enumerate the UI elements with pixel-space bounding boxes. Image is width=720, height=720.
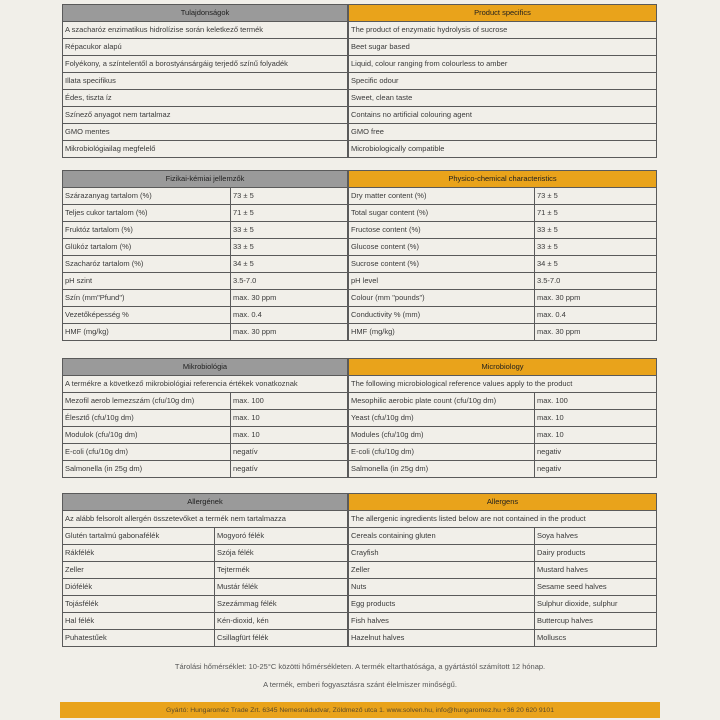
table-row [63,22,348,39]
micro-intro-hu: A termékre a következő mikrobiológiai referencia értékek vonatkoznak [63,376,348,393]
physchem-value-hu: max. 0.4 [231,307,348,324]
micro-label-en: Salmonella (in 25g dm) [349,461,535,478]
allergen-cell-en: Molluscs [535,630,657,647]
physchem-label-en: HMF (mg/kg) [349,324,535,341]
micro-value-hu: max. 10 [231,410,348,427]
specifics-cell-en: Beet sugar based [349,39,657,56]
micro-section-en [348,358,657,478]
physchem-value-en: 3.5-7.0 [535,273,657,290]
physchem-value-hu: 3.5-7.0 [231,273,348,290]
allergens-section-hu [62,493,348,647]
micro-title-hu: Mikrobiológia [63,359,348,376]
table-row [349,222,657,239]
allergen-cell-en: Hazelnut halves [349,630,535,647]
allergen-cell-en: Nuts [349,579,535,596]
physchem-label-en: Colour (mm "pounds") [349,290,535,307]
physchem-value-en: max. 30 ppm [535,324,657,341]
specifics-table-en [348,4,657,158]
micro-value-en: negativ [535,444,657,461]
allergen-cell-hu: Puhatestűek [63,630,215,647]
table-row [63,393,348,410]
specifics-cell-en: GMO free [349,124,657,141]
physchem-value-hu: 73 ± 5 [231,188,348,205]
micro-value-hu: max. 100 [231,393,348,410]
micro-table-hu [62,358,348,478]
specifics-cell-hu: Répacukor alapú [63,39,348,56]
table-row [349,307,657,324]
quality-note: A termék, emberi fogyasztásra szánt élelmiszer minőségű. [263,680,457,689]
specifics-cell-hu: Folyékony, a színtelentől a borostyánsárgáig terjedő színű folyadék [63,56,348,73]
allergens-title-en: Allergens [349,494,657,511]
micro-value-hu: negatív [231,444,348,461]
table-row [349,444,657,461]
table-row [349,461,657,478]
allergen-cell-hu: Zeller [63,562,215,579]
allergen-cell-hu: Mustár félék [215,579,348,596]
specifics-cell-hu: A szacharóz enzimatikus hidrolízise során keletkező termék [63,22,348,39]
table-row [349,596,657,613]
physchem-title-en: Physico-chemical characteristics [349,171,657,188]
physchem-value-hu: max. 30 ppm [231,290,348,307]
specifics-section-hu [62,4,348,158]
specifics-cell-hu: Színező anyagot nem tartalmaz [63,107,348,124]
table-row [63,56,348,73]
table-row [63,222,348,239]
table-row [349,410,657,427]
allergen-cell-hu: Mogyoró félék [215,528,348,545]
table-row [349,39,657,56]
table-row [63,427,348,444]
physchem-label-hu: Szín (mm"Pfund") [63,290,231,307]
physchem-label-hu: Fruktóz tartalom (%) [63,222,231,239]
physchem-label-hu: Szacharóz tartalom (%) [63,256,231,273]
table-row [63,107,348,124]
table-row [349,579,657,596]
table-row [63,307,348,324]
allergen-cell-en: Cereals containing gluten [349,528,535,545]
table-row [63,141,348,158]
physchem-table-hu [62,170,348,341]
table-row [349,613,657,630]
table-row [349,273,657,290]
specifics-cell-en: Sweet, clean taste [349,90,657,107]
physchem-label-en: Glucose content (%) [349,239,535,256]
table-row [349,22,657,39]
table-row [63,562,348,579]
micro-label-hu: E-coli (cfu/10g dm) [63,444,231,461]
allergen-cell-en: Mustard halves [535,562,657,579]
micro-title-en: Microbiology [349,359,657,376]
physchem-value-en: max. 0.4 [535,307,657,324]
table-row [63,444,348,461]
allergen-cell-en: Sesame seed halves [535,579,657,596]
micro-label-en: Yeast (cfu/10g dm) [349,410,535,427]
physchem-section-en [348,170,657,341]
table-row [349,56,657,73]
allergen-cell-hu: Tejtermék [215,562,348,579]
table-row [349,239,657,256]
table-row [349,290,657,307]
allergen-cell-hu: Szezámmag félék [215,596,348,613]
allergen-cell-hu: Rákfélék [63,545,215,562]
table-row [349,205,657,222]
physchem-label-en: Conductivity % (mm) [349,307,535,324]
allergen-cell-en: Zeller [349,562,535,579]
specifics-cell-en: Liquid, colour ranging from colourless to amber [349,56,657,73]
micro-value-en: max. 10 [535,410,657,427]
physchem-label-hu: HMF (mg/kg) [63,324,231,341]
micro-table-en [348,358,657,478]
table-row [63,324,348,341]
allergen-cell-en: Dairy products [535,545,657,562]
physchem-table-en [348,170,657,341]
allergens-section-en [348,493,657,647]
allergen-cell-en: Sulphur dioxide, sulphur [535,596,657,613]
allergen-cell-hu: Hal félék [63,613,215,630]
table-row [349,427,657,444]
specifics-title-hu: Tulajdonságok [63,5,348,22]
micro-label-en: Mesophilic aerobic plate count (cfu/10g dm) [349,393,535,410]
table-row [349,528,657,545]
table-row [63,188,348,205]
physchem-label-hu: Szárazanyag tartalom (%) [63,188,231,205]
physchem-label-hu: Glükóz tartalom (%) [63,239,231,256]
allergen-cell-hu: Kén-dioxid, kén [215,613,348,630]
specifics-cell-en: The product of enzymatic hydrolysis of sucrose [349,22,657,39]
micro-label-hu: Salmonella (in 25g dm) [63,461,231,478]
table-row [63,290,348,307]
specifics-cell-hu: Édes, tiszta íz [63,90,348,107]
micro-value-hu: max. 10 [231,427,348,444]
specifics-cell-hu: Illata specifikus [63,73,348,90]
allergen-cell-hu: Diófélék [63,579,215,596]
specifics-cell-en: Microbiologically compatible [349,141,657,158]
allergens-table-en [348,493,657,647]
table-row [63,90,348,107]
table-row [63,410,348,427]
table-row [349,256,657,273]
physchem-title-hu: Fizikai-kémiai jellemzők [63,171,348,188]
table-row [63,239,348,256]
specifics-cell-hu: GMO mentes [63,124,348,141]
table-row [349,141,657,158]
manufacturer-bar: Gyártó: Hungaroméz Trade Zrt. 6345 Nemesnádudvar, Zöldmező utca 1. www.solven.hu, info@hungaromez.hu +36 20 620 9101 [60,702,660,718]
micro-label-en: E-coli (cfu/10g dm) [349,444,535,461]
physchem-section-hu [62,170,348,341]
micro-value-en: negativ [535,461,657,478]
physchem-value-hu: 33 ± 5 [231,222,348,239]
table-row [349,90,657,107]
table-row [349,124,657,141]
specifics-title-en: Product specifics [349,5,657,22]
allergen-cell-hu: Szója félék [215,545,348,562]
micro-label-hu: Élesztő (cfu/10g dm) [63,410,231,427]
table-row [63,73,348,90]
table-row [349,545,657,562]
allergens-table-hu [62,493,348,647]
table-row [349,107,657,124]
physchem-label-en: pH level [349,273,535,290]
physchem-label-hu: pH szint [63,273,231,290]
physchem-label-hu: Teljes cukor tartalom (%) [63,205,231,222]
table-row [63,205,348,222]
allergens-intro-hu: Az alább felsorolt allergén összetevőket a termék nem tartalmazza [63,511,348,528]
specifics-table-hu [62,4,348,158]
physchem-value-en: 71 ± 5 [535,205,657,222]
physchem-label-en: Fructose content (%) [349,222,535,239]
table-row [349,393,657,410]
micro-value-en: max. 100 [535,393,657,410]
table-row [63,461,348,478]
allergen-cell-hu: Csillagfürt félék [215,630,348,647]
table-row [349,324,657,341]
physchem-value-hu: 71 ± 5 [231,205,348,222]
physchem-label-en: Sucrose content (%) [349,256,535,273]
table-row [63,579,348,596]
specifics-cell-en: Specific odour [349,73,657,90]
micro-label-hu: Mezofil aerob lemezszám (cfu/10g dm) [63,393,231,410]
table-row [349,562,657,579]
specifics-section-en [348,4,657,158]
physchem-value-en: 33 ± 5 [535,222,657,239]
storage-note: Tárolási hőmérséklet: 10-25°C közötti hőmérsékleten. A termék eltarthatósága, a gyártástól számított 12 hónap. [174,662,546,671]
allergen-cell-en: Egg products [349,596,535,613]
allergen-cell-hu: Tojásfélék [63,596,215,613]
micro-section-hu [62,358,348,478]
table-row [349,188,657,205]
physchem-label-hu: Vezetőképesség % [63,307,231,324]
table-row [63,528,348,545]
table-row [63,39,348,56]
table-row [63,273,348,290]
table-row [349,630,657,647]
allergen-cell-hu: Glutén tartalmú gabonafélék [63,528,215,545]
allergen-cell-en: Buttercup halves [535,613,657,630]
allergens-title-hu: Allergének [63,494,348,511]
physchem-value-en: 73 ± 5 [535,188,657,205]
micro-label-en: Modules (cfu/10g dm) [349,427,535,444]
allergen-cell-en: Crayfish [349,545,535,562]
table-row [63,124,348,141]
physchem-label-en: Dry matter content (%) [349,188,535,205]
table-row [63,596,348,613]
micro-value-en: max. 10 [535,427,657,444]
table-row [63,545,348,562]
micro-label-hu: Modulok (cfu/10g dm) [63,427,231,444]
allergens-intro-en: The allergenic ingredients listed below are not contained in the product [349,511,657,528]
table-row [349,73,657,90]
physchem-value-en: max. 30 ppm [535,290,657,307]
table-row [63,256,348,273]
physchem-value-en: 33 ± 5 [535,239,657,256]
physchem-label-en: Total sugar content (%) [349,205,535,222]
physchem-value-en: 34 ± 5 [535,256,657,273]
physchem-value-hu: 33 ± 5 [231,239,348,256]
specifics-cell-en: Contains no artificial colouring agent [349,107,657,124]
allergen-cell-en: Fish halves [349,613,535,630]
specifics-cell-hu: Mikrobiológiailag megfelelő [63,141,348,158]
micro-value-hu: negatív [231,461,348,478]
micro-intro-en: The following microbiological reference values apply to the product [349,376,657,393]
allergen-cell-en: Soya halves [535,528,657,545]
physchem-value-hu: max. 30 ppm [231,324,348,341]
physchem-value-hu: 34 ± 5 [231,256,348,273]
table-row [63,613,348,630]
table-row [63,630,348,647]
